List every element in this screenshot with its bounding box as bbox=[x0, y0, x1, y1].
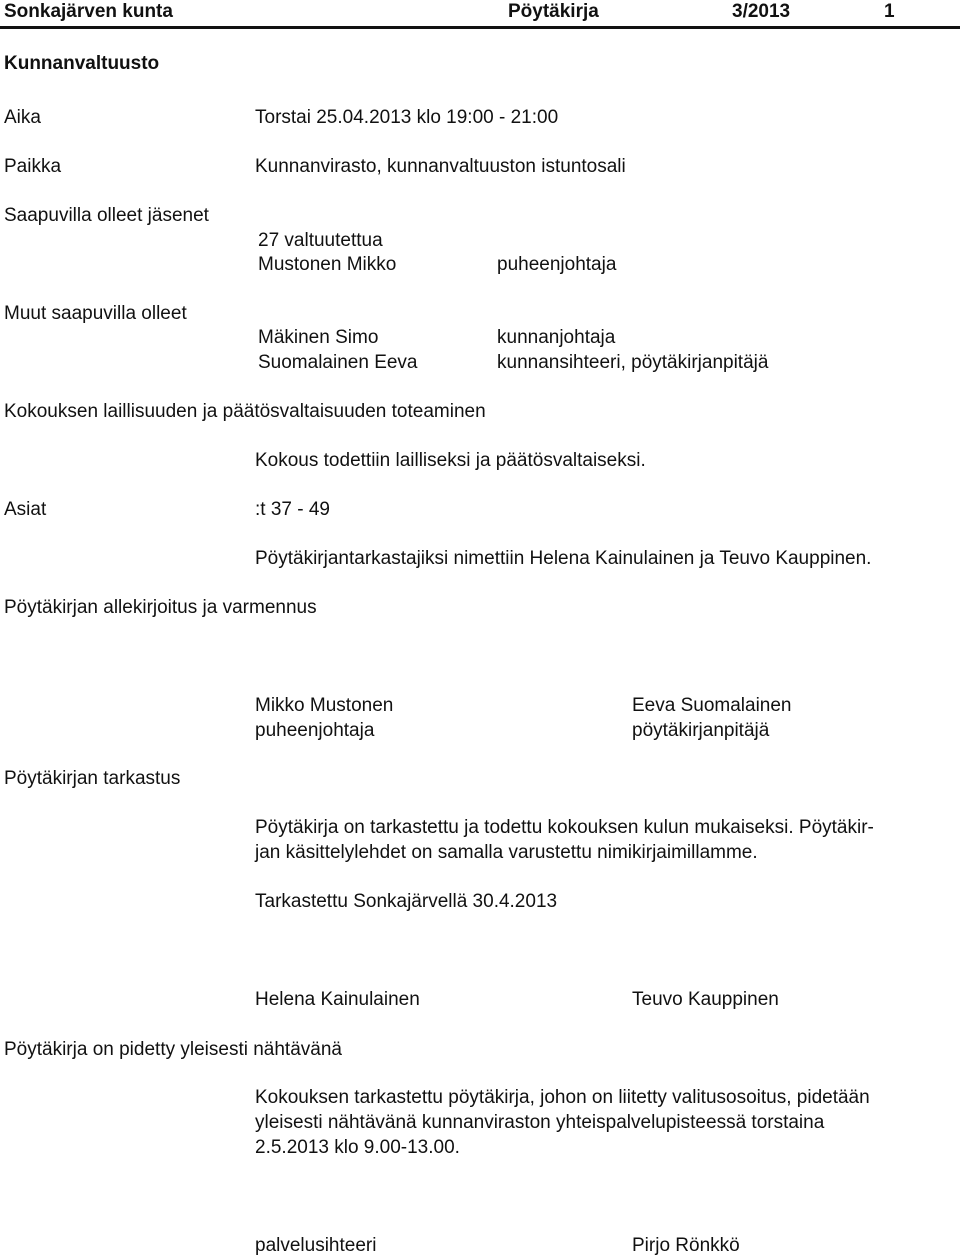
other-attendee-role: kunnansihteeri, pöytäkirjanpitäjä bbox=[497, 352, 769, 373]
legality-text: Kokous todettiin lailliseksi ja päätösvaltaiseksi. bbox=[255, 450, 646, 471]
review-label: Pöytäkirjan tarkastus bbox=[4, 768, 181, 789]
others-label: Muut saapuvilla olleet bbox=[4, 303, 187, 324]
examiners-text: Pöytäkirjantarkastajiksi nimettiin Helena Kainulainen ja Teuvo Kauppinen. bbox=[255, 548, 872, 569]
members-count: 27 valtuutettua bbox=[258, 230, 383, 251]
other-attendee-name: Mäkinen Simo bbox=[258, 327, 379, 348]
review-place-date: Tarkastettu Sonkajärvellä 30.4.2013 bbox=[255, 891, 558, 912]
signer-left-role: puheenjohtaja bbox=[255, 720, 375, 741]
municipality-name: Sonkajärven kunta bbox=[4, 1, 173, 22]
members-label: Saapuvilla olleet jäsenet bbox=[4, 205, 209, 226]
signer-right-role: pöytäkirjanpitäjä bbox=[632, 720, 770, 741]
chair-name: Mustonen Mikko bbox=[258, 254, 397, 275]
items-label: Asiat bbox=[4, 499, 47, 520]
time-value: Torstai 25.04.2013 klo 19:00 - 21:00 bbox=[255, 107, 559, 128]
publicity-label: Pöytäkirja on pidetty yleisesti nähtävänä bbox=[4, 1039, 342, 1060]
reviewer-right-name: Teuvo Kauppinen bbox=[632, 989, 779, 1010]
publicity-signer-role: palvelusihteeri bbox=[255, 1235, 377, 1256]
review-text-line: Pöytäkirja on tarkastettu ja todettu kokouksen kulun mukaiseksi. Pöytäkir- bbox=[255, 817, 874, 838]
publicity-signer-name: Pirjo Rönkkö bbox=[632, 1235, 740, 1256]
publicity-text-line: 2.5.2013 klo 9.00-13.00. bbox=[255, 1137, 460, 1158]
time-label: Aika bbox=[4, 107, 41, 128]
page-number: 1 bbox=[884, 1, 895, 22]
document-type: Pöytäkirja bbox=[508, 1, 599, 22]
place-label: Paikka bbox=[4, 156, 62, 177]
other-attendee-name: Suomalainen Eeva bbox=[258, 352, 418, 373]
governing-body: Kunnanvaltuusto bbox=[4, 53, 160, 74]
signing-label: Pöytäkirjan allekirjoitus ja varmennus bbox=[4, 597, 317, 618]
chair-role: puheenjohtaja bbox=[497, 254, 617, 275]
other-attendee-role: kunnanjohtaja bbox=[497, 327, 616, 348]
signer-left-name: Mikko Mustonen bbox=[255, 695, 394, 716]
items-value: :t 37 - 49 bbox=[255, 499, 330, 520]
publicity-text-line: Kokouksen tarkastettu pöytäkirja, johon on liitetty valitusosoitus, pidetään bbox=[255, 1087, 870, 1108]
place-value: Kunnanvirasto, kunnanvaltuuston istuntosali bbox=[255, 156, 626, 177]
reviewer-left-name: Helena Kainulainen bbox=[255, 989, 420, 1010]
legality-label: Kokouksen laillisuuden ja päätösvaltaisuuden toteaminen bbox=[4, 401, 486, 422]
signer-right-name: Eeva Suomalainen bbox=[632, 695, 792, 716]
review-text-line: jan käsittelylehdet on samalla varustettu nimikirjaimillamme. bbox=[255, 842, 758, 863]
header-divider bbox=[0, 26, 960, 29]
document-number: 3/2013 bbox=[732, 1, 791, 22]
publicity-text-line: yleisesti nähtävänä kunnanviraston yhteispalvelupisteessä torstaina bbox=[255, 1112, 825, 1133]
